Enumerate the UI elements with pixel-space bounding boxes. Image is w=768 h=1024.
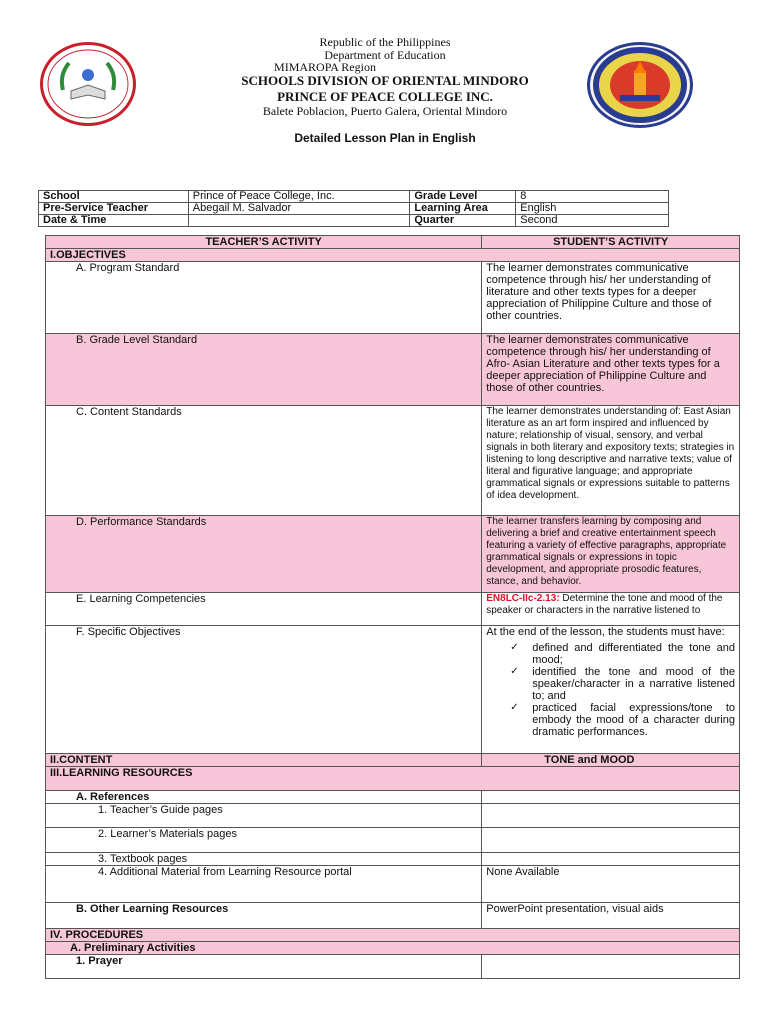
header-republic: Republic of the Philippines	[319, 35, 451, 49]
objective-item	[510, 666, 735, 702]
empty-cell	[482, 804, 740, 828]
additional-material-label: 4. Additional Material from Learning Resource portal	[46, 866, 482, 903]
lesson-info-table	[38, 190, 669, 227]
grade-value: 8	[516, 191, 669, 203]
grade-level-standard-label: B. Grade Level Standard	[46, 334, 482, 406]
teacher-label: Pre-Service Teacher	[39, 203, 189, 215]
learning-competencies-text	[482, 593, 740, 626]
objective-item	[510, 642, 735, 666]
school-label: School	[39, 191, 189, 203]
document-title: Detailed Lesson Plan in English	[294, 131, 476, 145]
objective-item	[510, 702, 735, 738]
performance-standards-label: D. Performance Standards	[46, 516, 482, 593]
teacher-value: Abegail M. Salvador	[188, 203, 410, 215]
program-standard-text: The learner demonstrates communicative competence through his/ her understanding of literature and other texts types for a deeper appreciation of Philippine Culture and those of other countries.	[482, 262, 740, 334]
content-standards-label: C. Content Standards	[46, 406, 482, 516]
objective-text: practiced facial expressions/tone to embody the mood of a character during dramatic performances.	[532, 702, 735, 738]
preliminary-activities-heading: A. Preliminary Activities	[46, 942, 740, 955]
empty-cell	[482, 828, 740, 853]
objective-text: identified the tone and mood of the speaker/character in a narrative listened to; and	[532, 666, 735, 702]
learners-materials-label: 2. Learner’s Materials pages	[46, 828, 482, 853]
content-standards-text: The learner demonstrates understanding of: East Asian literature as an art form inspired and influenced by nature; relationship of visual, sensory, and verbal signals in both literary and expository texts; strategies in listening to long descriptive and narrative texts; value of literal and figurative language; and appropriate grammatical signals or expressions suitable to patterns of idea development.	[482, 406, 740, 516]
learning-competencies-label: E. Learning Competencies	[46, 593, 482, 626]
check-icon: ✓	[510, 666, 519, 677]
lesson-plan-table	[45, 235, 740, 979]
program-standard-label: A. Program Standard	[46, 262, 482, 334]
textbook-pages-label: 3. Textbook pages	[46, 853, 482, 866]
grade-level-standard-text: The learner demonstrates communicative competence through his/ her understanding of Afro- Asian Literature and other texts types for a deeper appreciation of Philippine Culture and those of other countries.	[482, 334, 740, 406]
competency-description: Determine the tone and mood of the speaker or characters in the narrative listened to	[486, 593, 723, 616]
quarter-value: Second	[516, 215, 669, 227]
specific-objectives-cell	[482, 626, 740, 754]
header-region: MIMAROPA Region	[274, 60, 376, 74]
header-college: PRINCE OF PEACE COLLEGE INC.	[277, 89, 493, 104]
performance-standards-text: The learner transfers learning by composing and delivering a brief and creative entertainment speech featuring a variety of effective paragraphs, appropriate grammatical signals or expressions in topic development, and appropriate prosodic features, stance, and behavior.	[482, 516, 740, 593]
content-value: TONE and MOOD	[482, 754, 740, 767]
student-activity-header: STUDENT’S ACTIVITY	[482, 236, 740, 249]
check-icon: ✓	[510, 642, 519, 653]
date-label: Date & Time	[39, 215, 189, 227]
header-address: Balete Poblacion, Puerto Galera, Oriental Mindoro	[262, 104, 508, 118]
teacher-activity-header: TEACHER’S ACTIVITY	[46, 236, 482, 249]
date-value	[188, 215, 410, 227]
check-icon: ✓	[510, 702, 519, 713]
other-resources-label: B. Other Learning Resources	[46, 903, 482, 929]
procedures-heading: IV. PROCEDURES	[46, 929, 740, 942]
grade-label: Grade Level	[410, 191, 516, 203]
additional-material-value: None Available	[482, 866, 740, 903]
empty-cell	[482, 853, 740, 866]
objectives-list	[486, 642, 735, 738]
objective-text: defined and differentiated the tone and mood;	[532, 642, 735, 666]
area-value: English	[516, 203, 669, 215]
learning-resources-heading: III.LEARNING RESOURCES	[46, 767, 740, 791]
content-heading: II.CONTENT	[46, 754, 482, 767]
teachers-guide-label: 1. Teacher’s Guide pages	[46, 804, 482, 828]
empty-cell	[482, 955, 740, 979]
specific-objectives-intro: At the end of the lesson, the students must have:	[486, 626, 725, 638]
header-department: Department of Education	[324, 48, 446, 62]
specific-objectives-label: F. Specific Objectives	[46, 626, 482, 754]
prayer-label: 1. Prayer	[46, 955, 482, 979]
school-value: Prince of Peace College, Inc.	[188, 191, 410, 203]
area-label: Learning Area	[410, 203, 516, 215]
objectives-heading: I.OBJECTIVES	[46, 249, 740, 262]
header-division: SCHOOLS DIVISION OF ORIENTAL MINDORO	[241, 73, 529, 88]
book-laurel-icon	[43, 45, 133, 123]
empty-cell	[482, 791, 740, 804]
other-resources-value: PowerPoint presentation, visual aids	[482, 903, 740, 929]
school-logo	[40, 42, 136, 126]
references-label: A. References	[46, 791, 482, 804]
quarter-label: Quarter	[410, 215, 516, 227]
competency-code: EN8LC-IIc-2.13:	[486, 593, 560, 604]
